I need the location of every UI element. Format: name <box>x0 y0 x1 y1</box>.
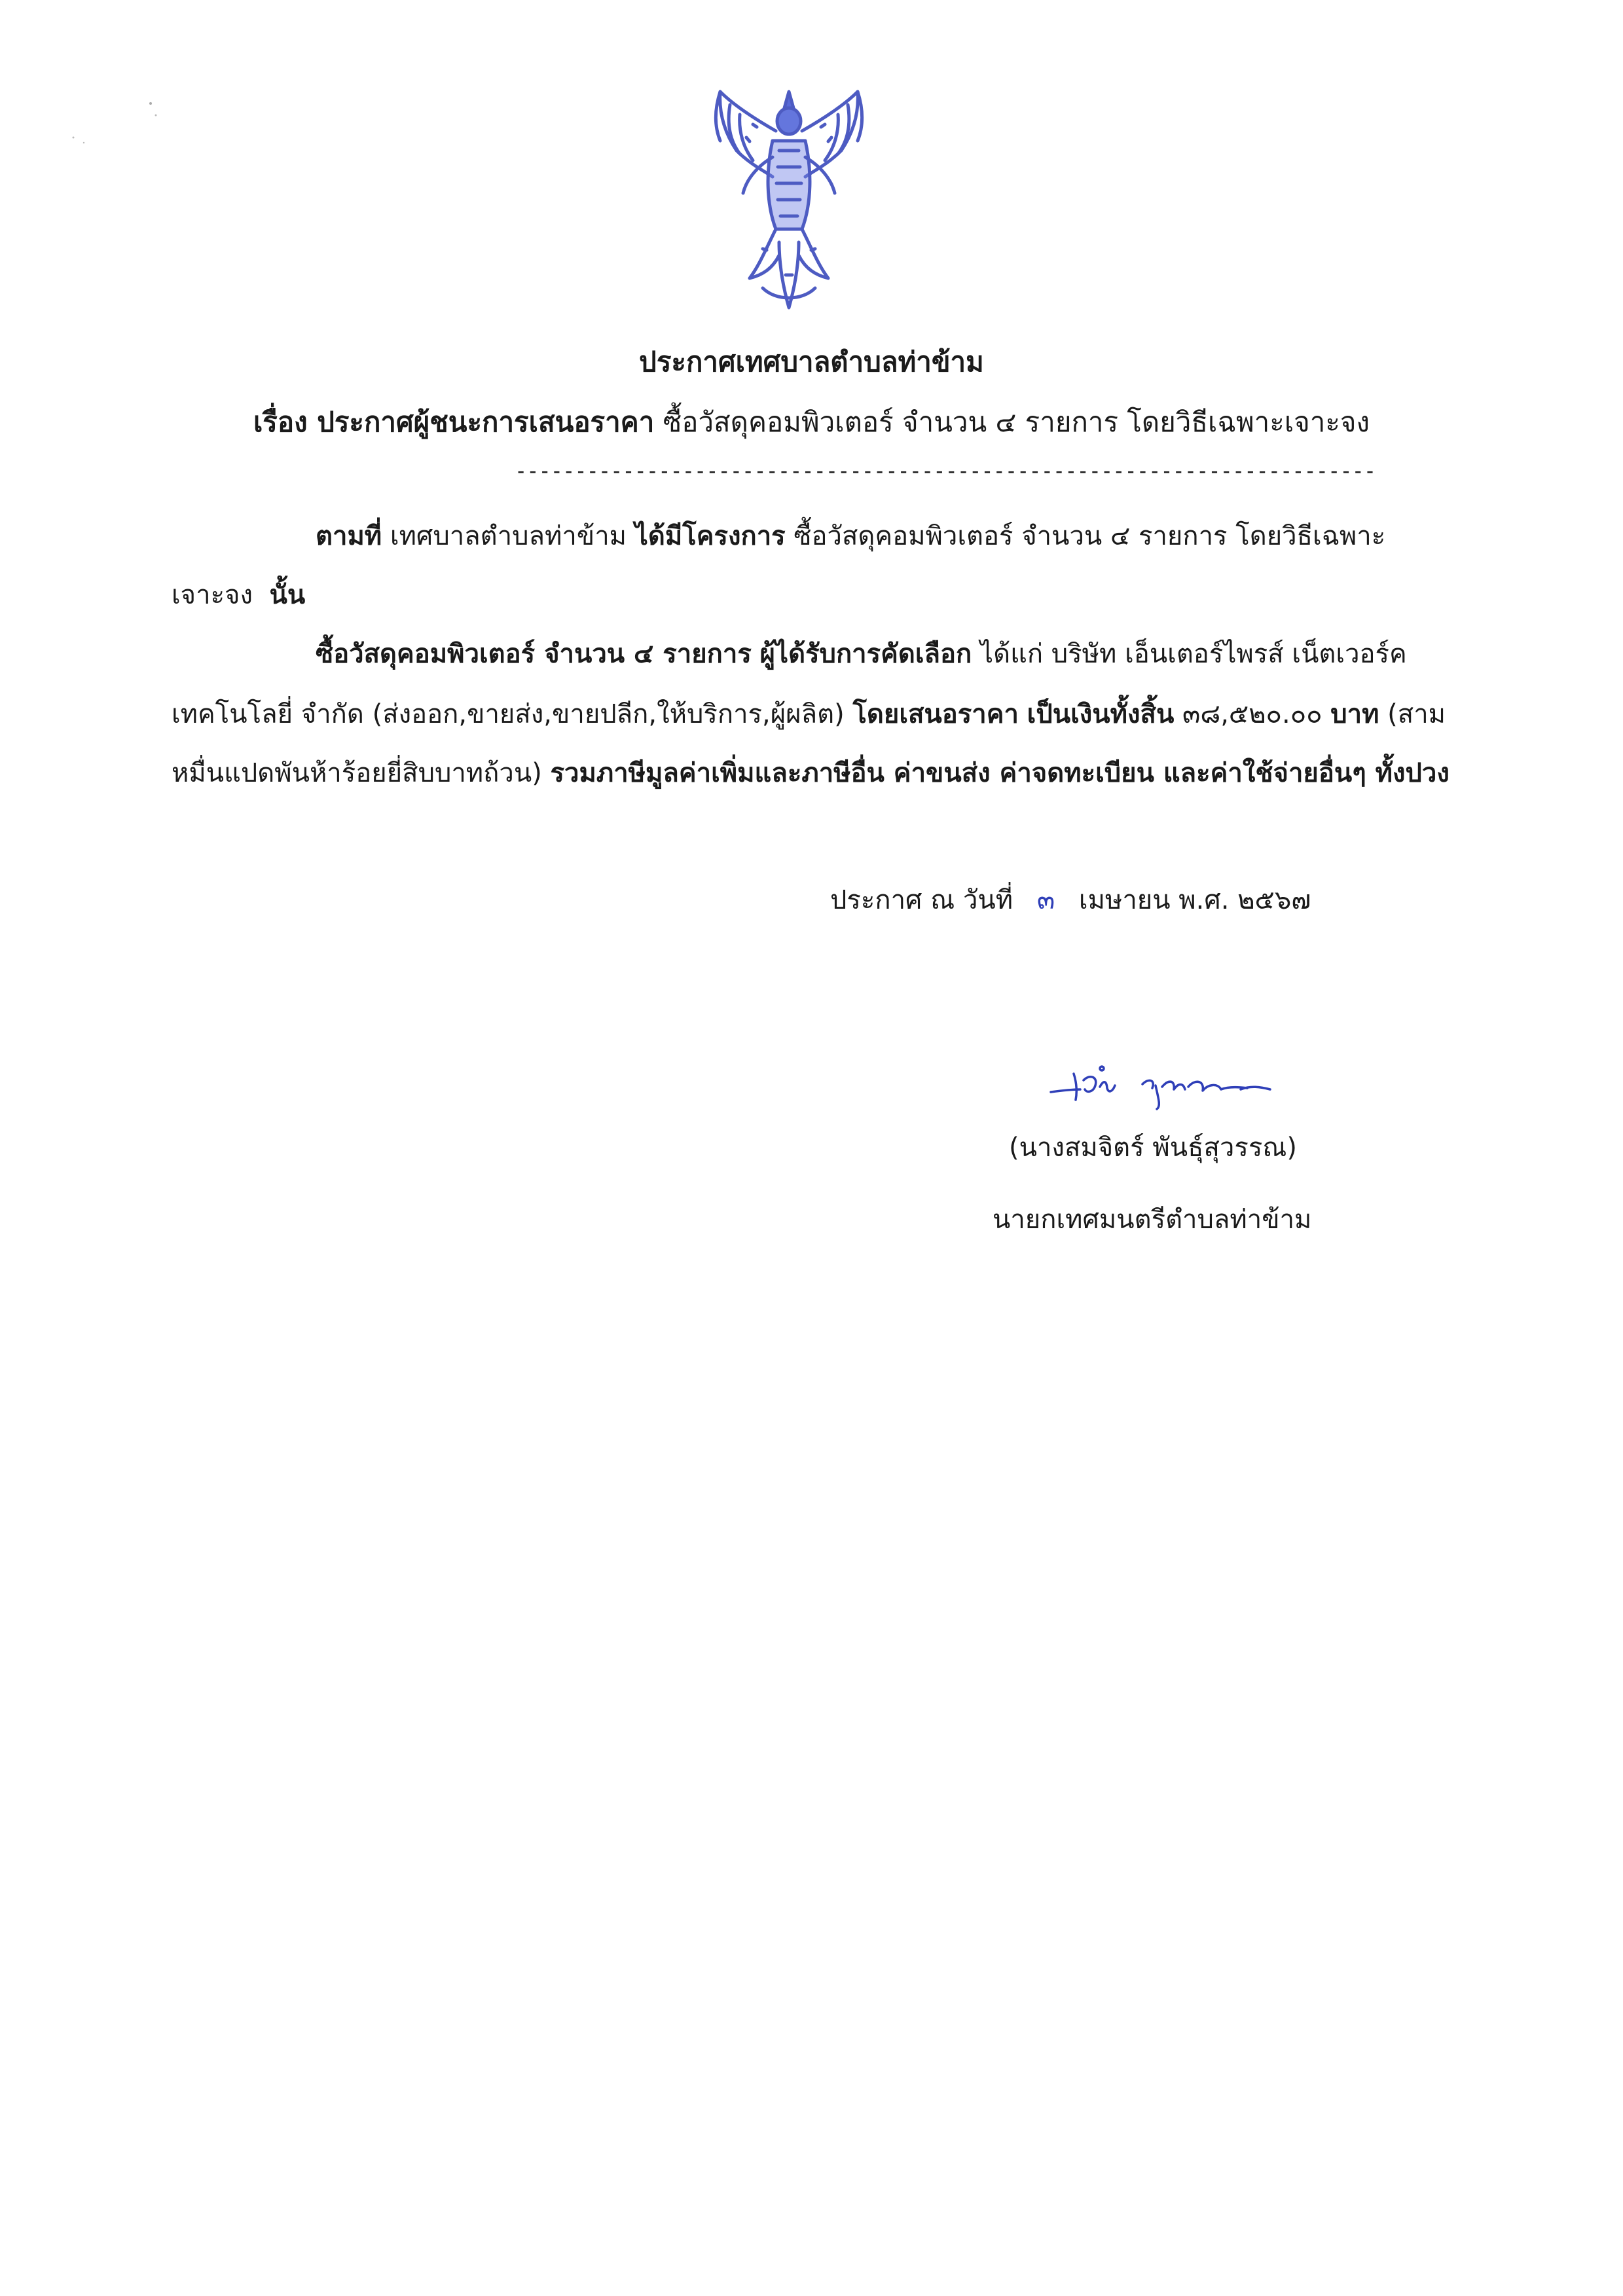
announcement-date <box>830 879 1311 920</box>
date-month-year: เมษายน พ.ศ. ๒๕๖๗ <box>1078 885 1311 915</box>
p2-label-winner: ผู้ได้รับการคัดเลือก <box>759 639 972 669</box>
paragraph-1-line-2 <box>172 574 305 615</box>
p2-amount-words-1: (สาม <box>1387 699 1446 729</box>
handwritten-signature-icon <box>1044 1061 1280 1113</box>
p2-label-total: เป็นเงินทั้งสิ้น <box>1027 699 1175 729</box>
document-subject <box>0 401 1623 444</box>
p2-winner-1: ได้แก่ บริษัท เอ็นเตอร์ไพรส์ เน็ตเวอร์ค <box>979 639 1407 669</box>
date-prefix: ประกาศ ณ วันที่ <box>830 885 1013 915</box>
document-title: ประกาศเทศบาลตำบลท่าข้าม <box>639 346 984 378</box>
date-day: ๓ <box>1036 885 1055 915</box>
p2-amount: ๓๘,๕๒๐.๐๐ <box>1182 699 1322 729</box>
subject-text: ซื้อวัสดุคอมพิวเตอร์ จำนวน ๔ รายการ โดยวิธีเฉพาะเจาะจง <box>663 406 1370 438</box>
paragraph-2-line-3 <box>172 752 1450 793</box>
signer-name: (นางสมจิตร์ พันธุ์สุวรรณ) <box>1009 1133 1298 1163</box>
p1-label-according: ตามที่ <box>316 521 382 551</box>
divider-line: ------------------------------------------------------------------------ <box>515 458 1376 483</box>
p1-project-text: ซื้อวัสดุคอมพิวเตอร์ จำนวน ๔ รายการ โดยวิธีเฉพาะ <box>793 521 1386 551</box>
p2-label-price: โดยเสนอราคา <box>852 699 1019 729</box>
p1-project-text-cont: เจาะจง <box>172 580 253 610</box>
scan-specks <box>65 85 183 157</box>
p1-municipality: เทศบาลตำบลท่าข้าม <box>390 521 627 551</box>
p2-item: ซื้อวัสดุคอมพิวเตอร์ จำนวน ๔ รายการ <box>316 639 752 669</box>
garuda-emblem-icon <box>701 79 877 321</box>
signer-position: นายกเทศมนตรีตำบลท่าข้าม <box>993 1205 1312 1235</box>
p2-label-incl: รวมภาษีมูลค่าเพิ่มและภาษีอื่น ค่าขนส่ง ค่าจดทะเบียน และค่าใช้จ่ายอื่นๆ ทั้งปวง <box>550 758 1450 788</box>
paragraph-2-line-1 <box>316 632 1407 674</box>
subject-label: เรื่อง ประกาศผู้ชนะการเสนอราคา <box>253 406 655 438</box>
p2-label-baht: บาท <box>1330 699 1379 729</box>
paragraph-1-line-1 <box>316 515 1385 556</box>
p2-winner-2: เทคโนโลยี่ จำกัด (ส่งออก,ขายส่ง,ขายปลีก,ให้บริการ,ผู้ผลิต) <box>172 699 845 729</box>
p2-amount-words-2: หมื่นแปดพันห้าร้อยยี่สิบบาทถ้วน) <box>172 758 542 788</box>
paragraph-2-line-2 <box>172 693 1446 735</box>
p1-label-project: ได้มีโครงการ <box>634 521 786 551</box>
p1-end: นั้น <box>269 580 306 610</box>
